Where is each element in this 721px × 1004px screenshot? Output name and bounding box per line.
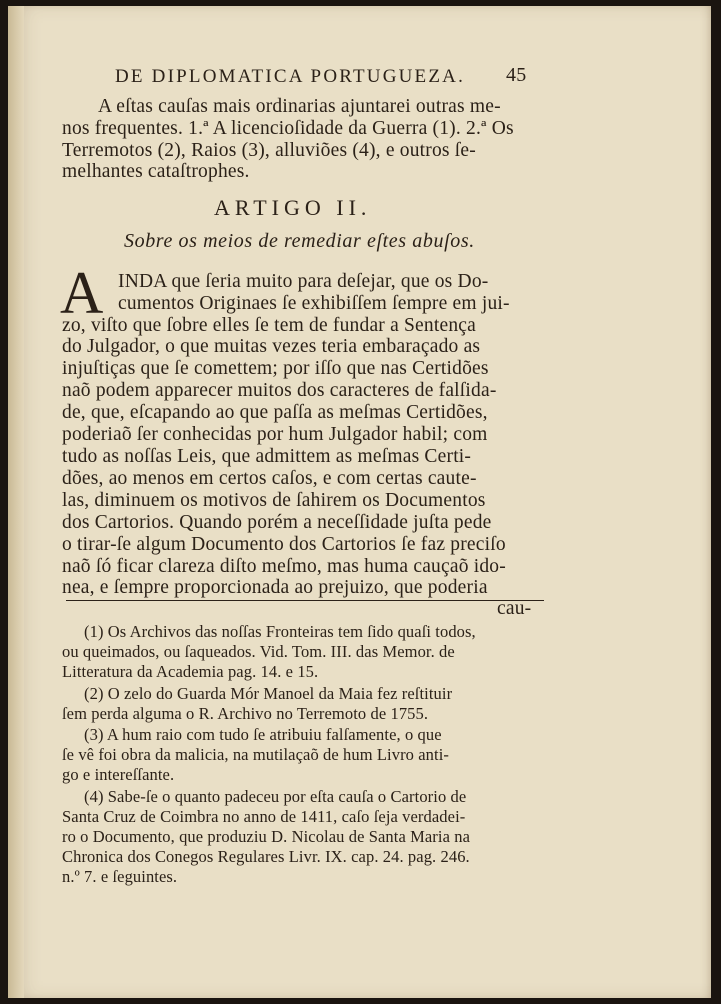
footnote-line: Santa Cruz de Coimbra no anno de 1411, caſo ſeja verdadei- [62,807,466,826]
paragraph-line: dões, ao menos em certos caſos, e com certas caute- [62,468,477,489]
paragraph-line: las, diminuem os motivos de ſahirem os Documentos [62,490,486,511]
paragraph-line: o tirar-ſe algum Documento dos Cartorios ſe faz preciſo [62,534,506,555]
footnote-line: Litteratura da Academia pag. 14. e 15. [62,662,319,681]
paragraph-line: naõ ſó ficar clareza diſto meſmo, mas huma cauçaõ ido- [62,556,506,577]
paragraph-line: do Julgador, o que muitas vezes teria embaraçado as [62,336,481,357]
intro-line: Terremotos (2), Raios (3), alluviões (4), e outros ſe- [62,140,476,161]
article-subtitle: Sobre os meios de remediar eſtes abuſos. [124,230,475,252]
paragraph-line: injuſtiças que ſe comettem; por iſſo que nas Certidões [62,358,489,379]
paragraph-line: INDA que ſeria muito para deſejar, que os Do- [118,271,489,292]
footnote-line: (3) A hum raio com tudo ſe atribuiu falſamente, o que [84,725,442,744]
paragraph-line: poderiaõ ſer conhecidas por hum Julgador habil; com [62,424,488,445]
footnote-line: ſe vê foi obra da malicia, na mutilaçaõ de hum Livro anti- [62,745,449,764]
paragraph-catchword: cau- [497,598,532,619]
page-gutter-shadow [8,6,24,998]
paragraph-line: tudo as noſſas Leis, que admittem as meſmas Certi- [62,446,472,467]
intro-line: A eſtas cauſas mais ordinarias ajuntarei outras me- [98,96,501,117]
footnote-line: (1) Os Archivos das noſſas Fronteiras tem ſido quaſi todos, [84,622,476,641]
page-number: 45 [506,64,527,86]
paragraph-line: zo, viſto que ſobre elles ſe tem de fundar a Sentença [62,315,476,336]
footnote-line: go e intereſſante. [62,765,175,784]
running-title: DE DIPLOMATICA PORTUGUEZA. [115,66,466,87]
footnote-line: ſem perda alguma o R. Archivo no Terremoto de 1755. [62,704,429,723]
paragraph-line: nea, e ſempre proporcionada ao prejuizo, que poderia [62,577,488,598]
paragraph-line: dos Cartorios. Quando porém a neceſſidade juſta pede [62,512,492,533]
footnote-line: (4) Sabe-ſe o quanto padeceu por eſta cauſa o Cartorio de [84,787,467,806]
paragraph-line: cumentos Originaes ſe exhibiſſem ſempre em jui- [118,293,510,314]
article-title: ARTIGO II. [214,195,372,220]
footnote-line: ro o Documento, que produziu D. Nicolau de Santa Maria na [62,827,470,846]
footnote-line: Chronica dos Conegos Regulares Livr. IX. cap. 24. pag. 246. [62,847,470,866]
paragraph-line: de, que, eſcapando ao que paſſa as meſmas Certidões, [62,402,488,423]
intro-line: melhantes cataſtrophes. [62,161,250,182]
footnote-line: (2) O zelo do Guarda Mór Manoel da Maia fez reſtituir [84,684,453,703]
paragraph-line: naõ podem apparecer muitos dos caracteres de falſida- [62,380,497,401]
footnote-line: ou queimados, ou ſaqueados. Vid. Tom. III. das Memor. de [62,642,455,661]
drop-cap: A [60,260,104,326]
intro-line: nos frequentes. 1.ª A licencioſidade da Guerra (1). 2.ª Os [62,118,514,139]
footnote-line: n.º 7. e ſeguintes. [62,867,178,886]
footnote-rule [66,600,544,601]
